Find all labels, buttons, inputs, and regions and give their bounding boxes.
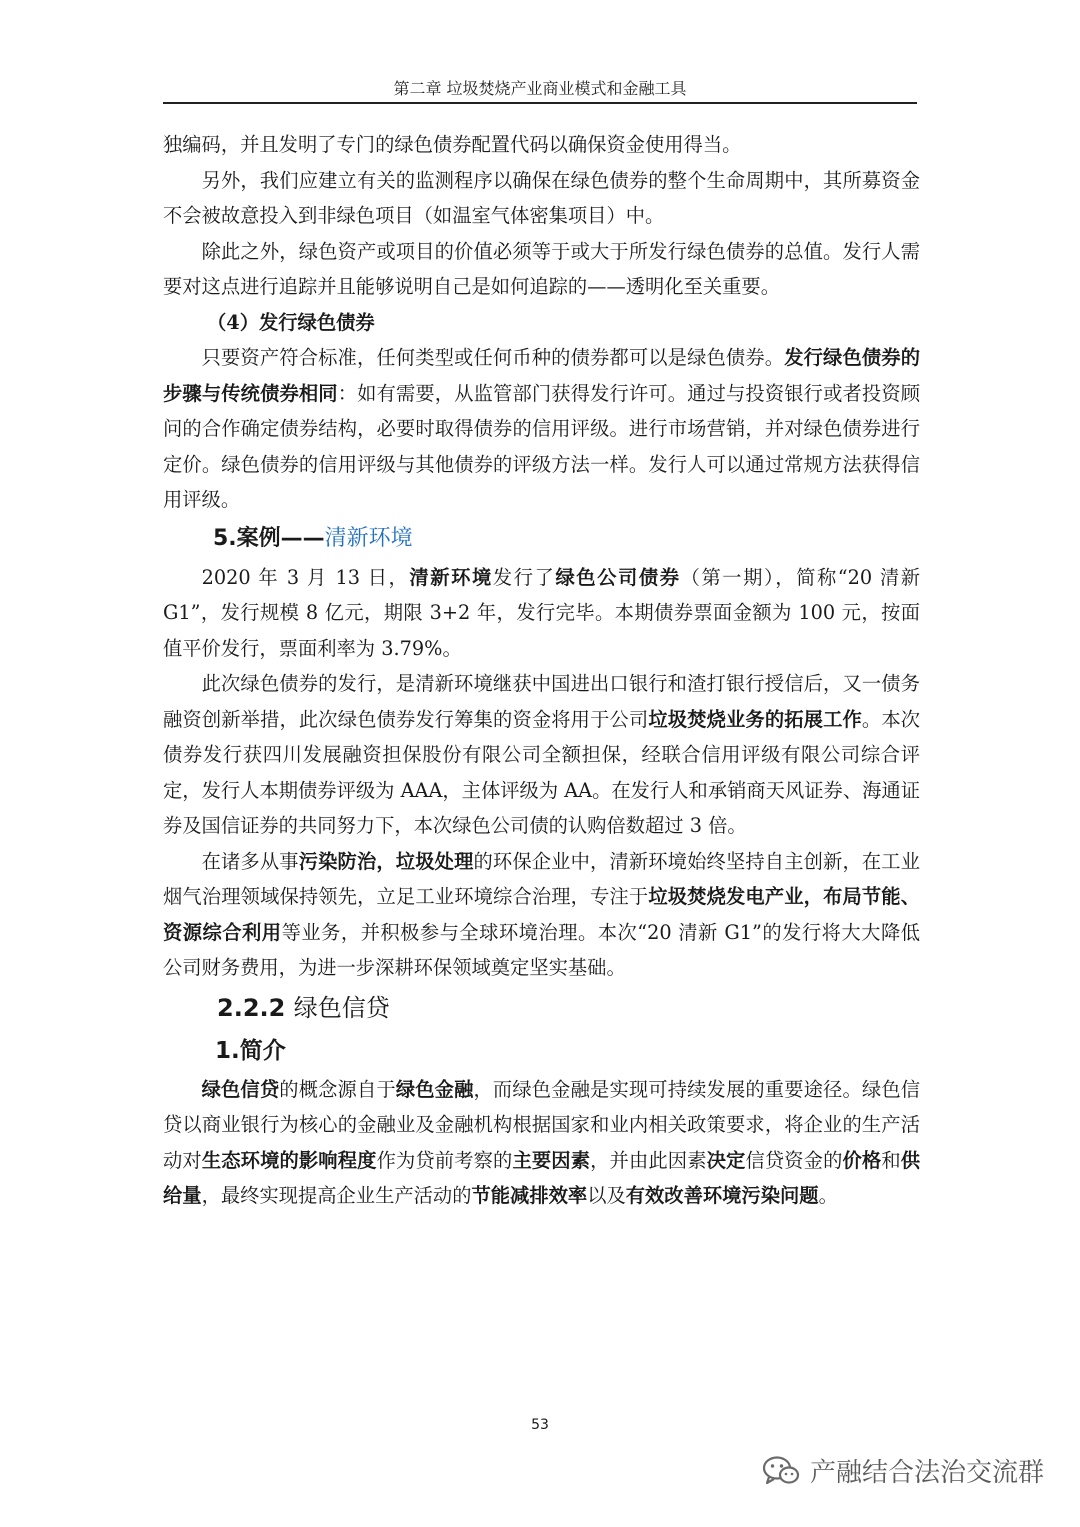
p8-text-p: 以及	[587, 1184, 626, 1207]
section-number: 2.2.2	[217, 993, 286, 1022]
p6-bold-b: 垃圾焚烧业务的拓展工作	[648, 707, 862, 731]
p8-text-j: 信贷资金的	[745, 1148, 843, 1172]
p7-bold-b: 污染防治，垃圾处理	[298, 849, 474, 873]
p4-bold-b: 发行绿色债券的步骤与传统债券相同	[163, 346, 921, 405]
p8-bold-i: 决定	[706, 1148, 746, 1172]
p8-bold-a: 绿色信贷	[201, 1077, 280, 1101]
p4-text-c: ：如有需要，从监管部门获得发行许可。通过与投资银行或者投资顾问的合作确定债券结构，必要时取得债券的信用评级。进行市场营销，并对绿色债券进行定价。绿色债券的信用评级与其他债券的评级方法一样。发行人可以通过常规方法获得信用评级。	[163, 381, 921, 511]
p8-bold-k: 价格	[842, 1148, 882, 1172]
p5-text-c: 发行了	[492, 565, 556, 589]
p8-text-l: 和	[881, 1148, 901, 1172]
p6-text-c: 。本次债券发行获四川发展融资担保股份有限公司全额担保，经联合信用评级有限公司综合评定，发行人本期债券评级为 AAA，主体评级为 AA。在发行人和承销商天风证券、海通证券及国信证券的共同努力下，本次绿色公司债的认购倍数超过 3 倍。	[163, 707, 921, 837]
p5-text-e: （第一期），简称“20 清新 G1”，发行规模 8 亿元，期限 3+2 年，发行完毕。本期债券票面金额为 100 元，按面值平价发行，票面利率为 3.79%。	[163, 565, 921, 660]
subheading-issue-green-bonds: （4）发行绿色债券	[207, 310, 375, 334]
watermark-text: 产融结合法治交流群	[810, 1458, 1045, 1488]
p5-text-a: 2020 年 3 月 13 日，	[201, 565, 410, 589]
p8-bold-c: 绿色金融	[395, 1077, 474, 1101]
p5-bold-d: 绿色公司债券	[555, 565, 681, 589]
p6-text-a: 此次绿色债券的发行，是清新环境继获中国进出口银行和渣打银行授信后，又一债务融资创新举措，此次绿色债券发行筹集的资金将用于公司	[163, 672, 920, 731]
paragraph-6	[163, 666, 920, 844]
p8-bold-e: 生态环境的影响程度	[201, 1148, 377, 1172]
p8-text-d: ，而绿色金融是实现可持续发展的重要途径。绿色信贷以商业银行为核心的金融业及金融机构根据国家和业内相关政策要求，将企业的生产活动对	[163, 1077, 921, 1172]
page-body	[163, 127, 920, 1214]
p7-text-e: 等业务，并积极参与全球环境治理。本次“20 清新 G1”的发行将大大降低公司财务费用，为进一步深耕环保领域奠定坚实基础。	[163, 920, 920, 979]
p7-text-a: 在诸多从事	[201, 849, 299, 873]
p8-text-f: 作为贷前考察的	[376, 1148, 513, 1172]
p8-text-h: ，并由此因素	[590, 1148, 707, 1172]
p8-bold-m: 供给量	[163, 1148, 921, 1207]
p5-bold-b: 清新环境	[409, 565, 493, 589]
paragraph-4	[163, 340, 920, 518]
p8-text-r: 。	[818, 1184, 838, 1207]
p7-bold-d: 垃圾焚烧发电产业，布局节能、资源综合利用	[163, 885, 921, 944]
paragraph-8	[163, 1072, 920, 1214]
case-heading-link[interactable]: 清新环境	[324, 525, 413, 551]
paragraph-1: 独编码，并且发明了专门的绿色债券配置代码以确保资金使用得当。	[163, 133, 742, 156]
paragraph-2: 另外，我们应建立有关的监测程序以确保在绿色债券的整个生命周期中，其所募资金不会被故意投入到非绿色项目（如温室气体密集项目）中。	[163, 168, 920, 227]
paragraph-5	[163, 560, 920, 667]
p8-bold-q: 有效改善环境污染问题	[625, 1184, 819, 1207]
p8-text-n: ，最终实现提高企业生产活动的	[201, 1184, 472, 1207]
p8-bold-g: 主要因素	[512, 1148, 591, 1172]
page-number: 53	[531, 1417, 549, 1433]
case-heading	[163, 518, 920, 560]
watermark	[762, 1452, 1044, 1489]
p7-text-c: 的环保企业中，清新环境始终坚持自主创新，在工业烟气治理领域保持领先，立足工业环境综合治理，专注于	[163, 849, 921, 908]
running-header: 第二章 垃圾焚烧产业商业模式和金融工具	[393, 79, 687, 98]
section-title: 绿色信贷	[293, 993, 390, 1022]
p8-bold-o: 节能减排效率	[471, 1184, 588, 1207]
wechat-icon	[762, 1455, 800, 1487]
paragraph-7	[163, 844, 920, 986]
case-heading-prefix: 5.案例——	[213, 525, 325, 551]
p4-text-a: 只要资产符合标准，任何类型或任何币种的债券都可以是绿色债券。	[201, 346, 785, 369]
header-rule	[163, 102, 917, 104]
p8-text-b: 的概念源自于	[279, 1077, 396, 1101]
section-heading	[163, 986, 920, 1030]
paragraph-3: 除此之外，绿色资产或项目的价值必须等于或大于所发行绿色债券的总值。发行人需要对这点进行追踪并且能够说明自己是如何追踪的——透明化至关重要。	[163, 239, 920, 298]
intro-heading: 1.简介	[215, 1037, 286, 1064]
